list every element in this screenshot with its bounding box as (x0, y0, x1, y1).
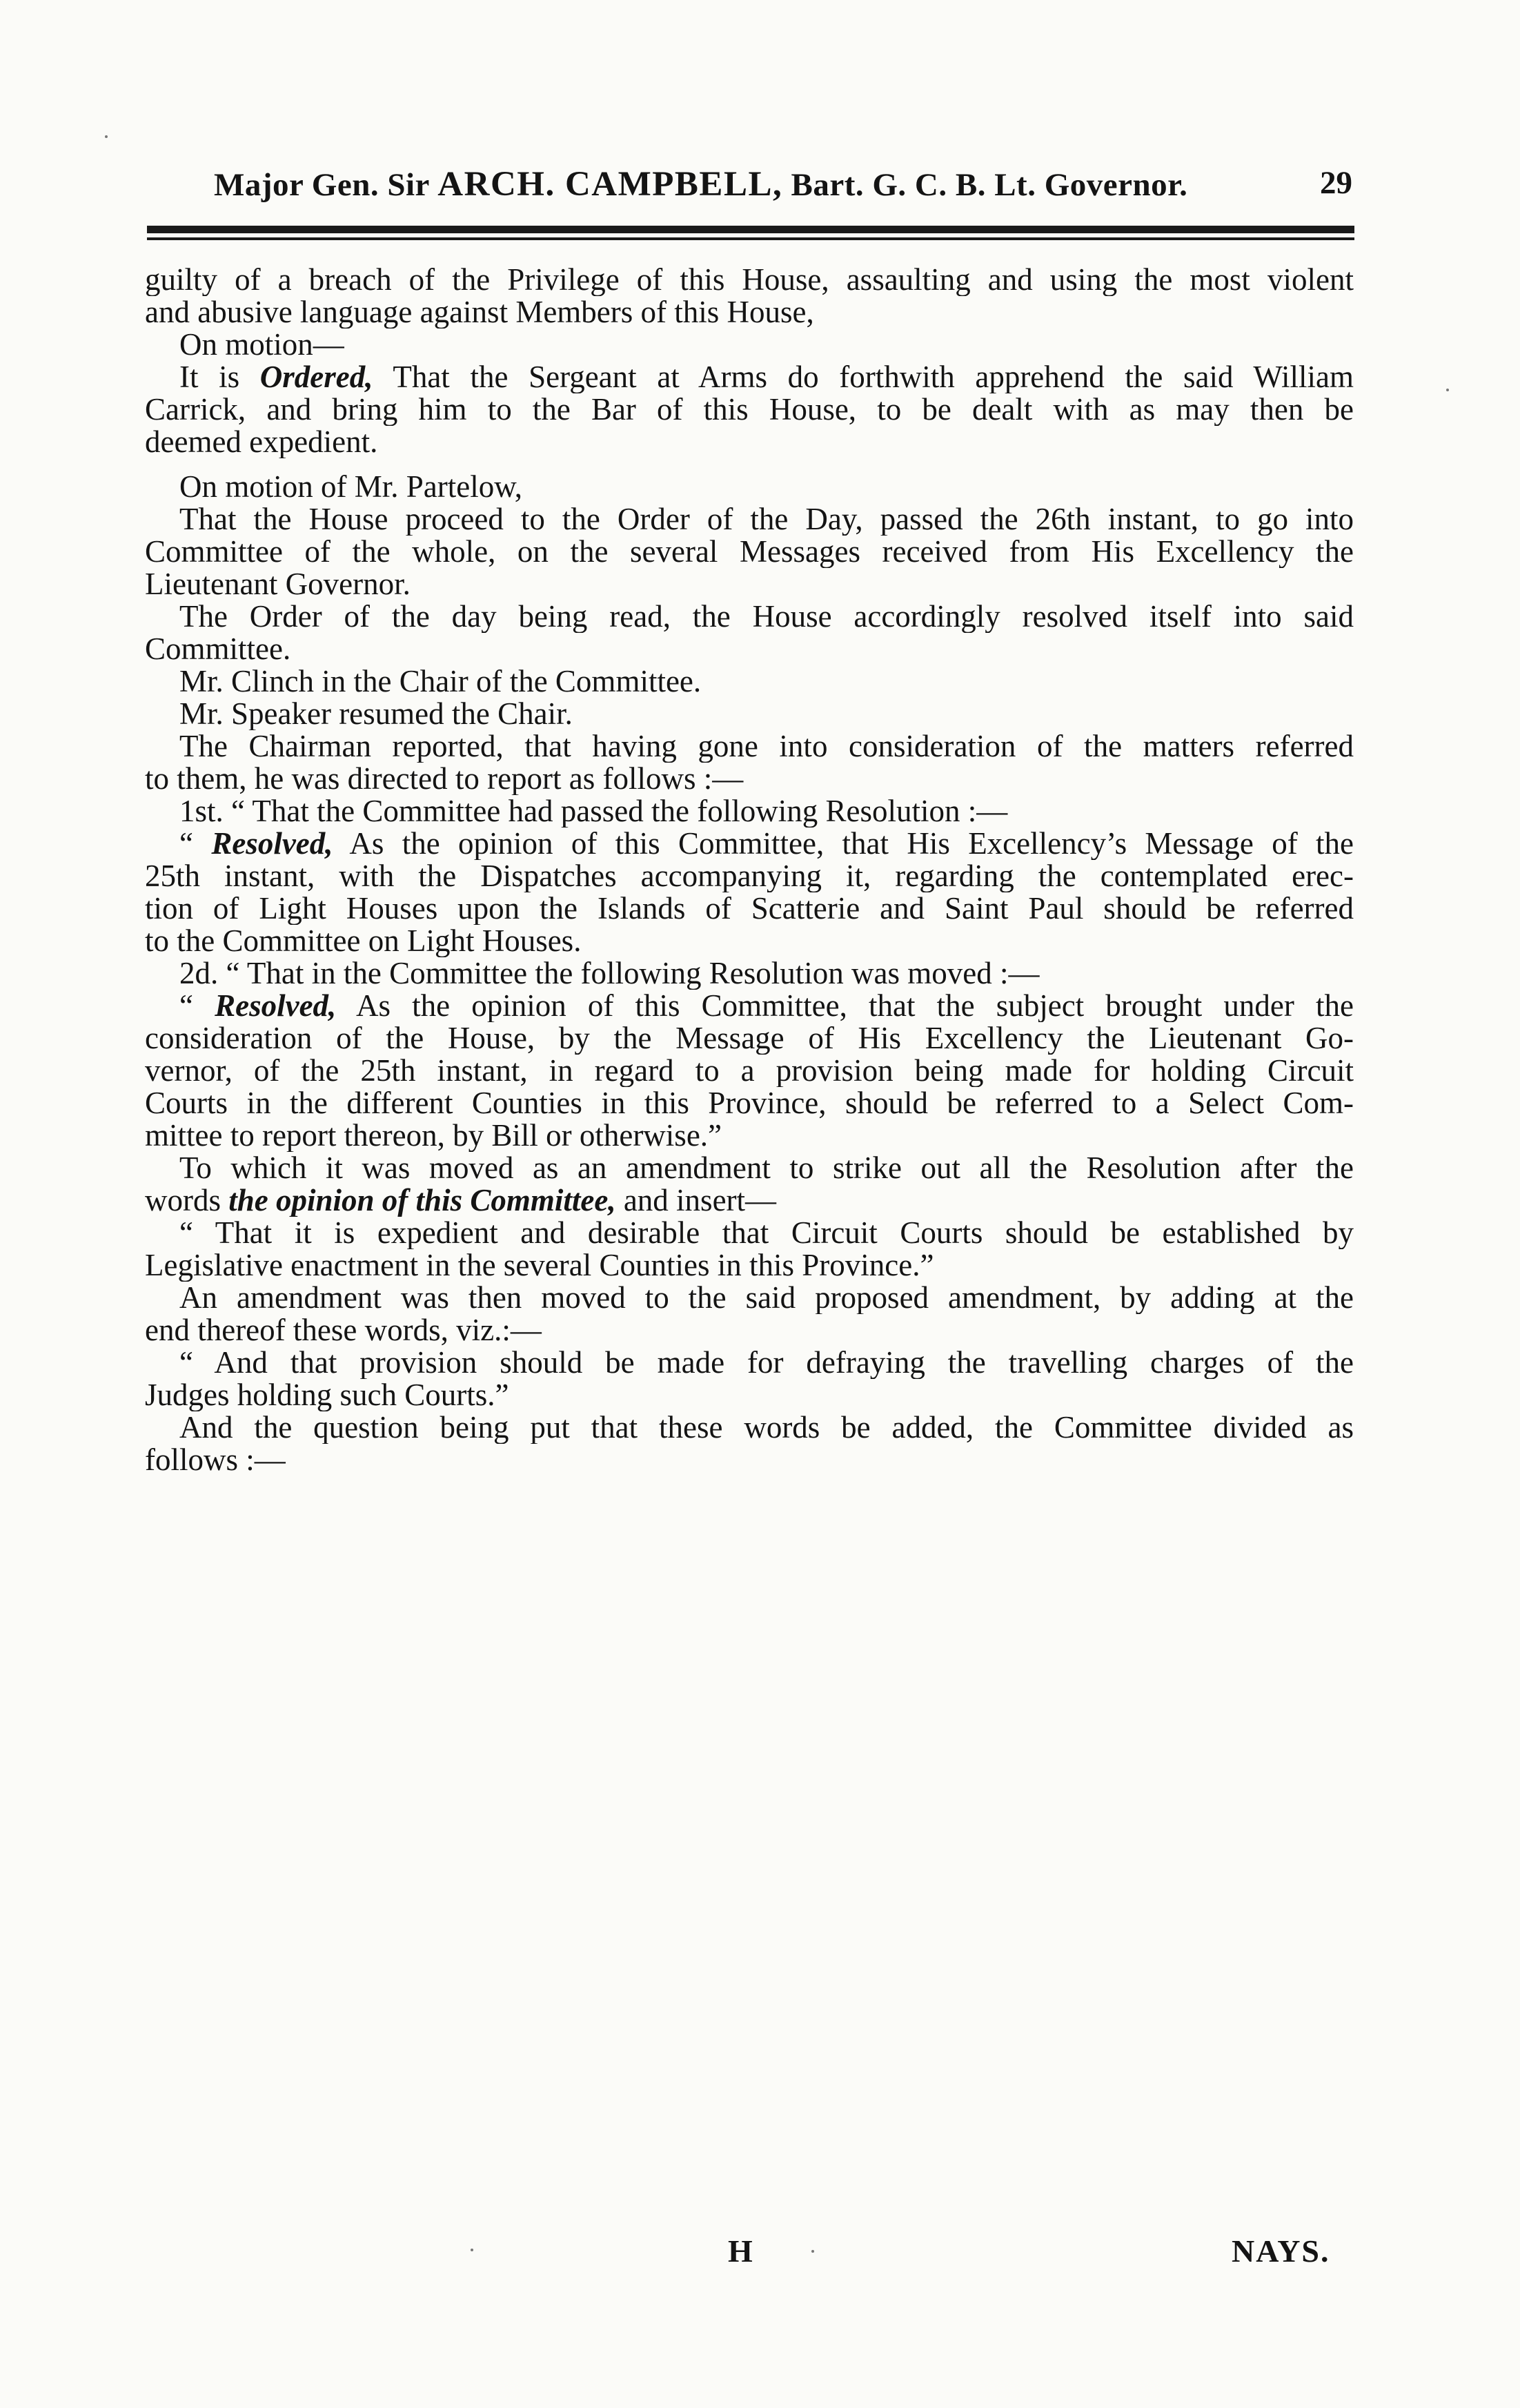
text-segment: vernor, of the 25th instant, in regard to a provision being made for holding Circuit (145, 1055, 1354, 1087)
text-segment: Committee of the whole, on the several Messages received from His Excellency the (145, 536, 1354, 568)
text-segment: 25th instant, with the Dispatches accompanying it, regarding the contemplated erec- (145, 860, 1354, 892)
running-header (214, 164, 1352, 213)
text-segment: To which it was moved as an amendment to strike out all the Resolution after the (179, 1152, 1354, 1184)
text-segment: On motion— (179, 329, 344, 361)
text-segment: Carrick, and bring him to the Bar of this House, to be dealt with as may then be (145, 393, 1354, 426)
text-line (145, 1379, 1354, 1411)
text-line (145, 925, 1354, 957)
text-line (145, 1249, 1354, 1282)
text-segment: The Chairman reported, that having gone into consideration of the matters referred (179, 730, 1354, 763)
paper-speck (811, 2250, 814, 2253)
text-segment: Judges holding such Courts.” (145, 1379, 509, 1411)
text-line (145, 1055, 1354, 1087)
text-segment: follows :— (145, 1444, 286, 1476)
text-segment: On motion of Mr. Partelow, (179, 471, 523, 503)
text-line (145, 536, 1354, 568)
text-segment: end thereof these words, viz.:— (145, 1314, 542, 1347)
text-segment: tion of Light Houses upon the Islands of Scatterie and Saint Paul should be referred (145, 892, 1354, 925)
text-line (145, 828, 1354, 860)
text-segment: Lieutenant Governor. (145, 568, 411, 600)
text-line (145, 393, 1354, 426)
text-segment: to them, he was directed to report as follows :— (145, 763, 744, 795)
header-title-suffix: Bart. G. C. B. Lt. Governor. (782, 167, 1188, 203)
text-segment: The Order of the day being read, the House accordingly resolved itself into said (179, 600, 1354, 633)
catchword: NAYS. (1232, 2233, 1330, 2269)
header-rule-thin (147, 237, 1354, 240)
emphasized-text: Resolved, (215, 990, 337, 1022)
paper-speck (1446, 389, 1449, 391)
text-line (145, 1411, 1354, 1444)
text-segment: deemed expedient. (145, 426, 378, 458)
text-line (145, 329, 1354, 361)
text-line (145, 1119, 1354, 1152)
text-segment: Mr. Clinch in the Chair of the Committee. (179, 665, 702, 698)
emphasized-text: Ordered, (259, 361, 373, 393)
text-segment: and abusive language against Members of this House, (145, 296, 814, 329)
text-segment: It is (179, 361, 260, 393)
text-segment: consideration of the House, by the Message of His Excellency the Lieutenant Go- (145, 1022, 1354, 1055)
text-segment: And the question being put that these words be added, the Committee divided as (179, 1411, 1354, 1444)
text-segment: to the Committee on Light Houses. (145, 925, 582, 957)
page-number: 29 (1320, 165, 1352, 201)
text-line (145, 1087, 1354, 1119)
text-segment: and insert— (615, 1184, 777, 1217)
text-line (145, 600, 1354, 633)
paper-speck (471, 2249, 473, 2251)
text-line (145, 1217, 1354, 1249)
text-segment: “ (179, 828, 212, 860)
text-line (145, 892, 1354, 925)
text-segment: Legislative enactment in the several Counties in this Province.” (145, 1249, 934, 1282)
emphasized-text: Resolved, (211, 828, 333, 860)
text-segment: Committee. (145, 633, 291, 665)
header-title-prefix: Major Gen. Sir (214, 167, 438, 203)
text-line (145, 795, 1354, 828)
text-segment: “ (179, 990, 215, 1022)
text-line (145, 957, 1354, 990)
header-title-name: ARCH. CAMPBELL, (437, 165, 783, 204)
text-segment: “ And that provision should be made for defraying the travelling charges of the (179, 1347, 1354, 1379)
page-footer (0, 2233, 1520, 2274)
text-line (145, 860, 1354, 892)
text-line (145, 665, 1354, 698)
text-segment: 2d. “ That in the Committee the following Resolution was moved :— (179, 957, 1040, 990)
text-line (145, 1347, 1354, 1379)
body-text (145, 264, 1354, 1476)
paper-speck (105, 135, 108, 138)
text-line (145, 1152, 1354, 1184)
text-line (145, 698, 1354, 730)
text-line (145, 1184, 1354, 1217)
text-line (145, 503, 1354, 536)
text-line (145, 361, 1354, 393)
text-line (145, 264, 1354, 296)
text-segment: Mr. Speaker resumed the Chair. (179, 698, 573, 730)
header-title (214, 164, 1187, 204)
text-segment: guilty of a breach of the Privilege of this House, assaulting and using the most violent (145, 264, 1354, 296)
text-line (145, 1282, 1354, 1314)
text-segment: As the opinion of this Committee, that His Excellency’s Message of the (333, 828, 1354, 860)
text-line (145, 730, 1354, 763)
text-segment: words (145, 1184, 229, 1217)
text-segment: That the Sergeant at Arms do forthwith apprehend the said William (373, 361, 1354, 393)
text-segment: Courts in the different Counties in this Province, should be referred to a Select Com- (145, 1087, 1354, 1119)
text-segment: “ That it is expedient and desirable that Circuit Courts should be established by (179, 1217, 1354, 1249)
text-line (145, 1314, 1354, 1347)
emphasized-text: the opinion of this Committee, (228, 1184, 616, 1217)
signature-mark: H (728, 2233, 753, 2269)
text-line (145, 990, 1354, 1022)
text-line (145, 1444, 1354, 1476)
text-segment: mittee to report thereon, by Bill or otherwise.” (145, 1119, 722, 1152)
text-segment: An amendment was then moved to the said proposed amendment, by adding at the (179, 1282, 1354, 1314)
header-rule-thick (147, 226, 1354, 233)
text-segment: 1st. “ That the Committee had passed the following Resolution :— (179, 795, 1008, 828)
text-line (145, 633, 1354, 665)
text-line (145, 471, 1354, 503)
text-line (145, 1022, 1354, 1055)
text-line (145, 763, 1354, 795)
text-segment: As the opinion of this Committee, that the subject brought under the (336, 990, 1354, 1022)
text-line (145, 296, 1354, 329)
text-line (145, 568, 1354, 600)
text-line (145, 426, 1354, 458)
text-segment: That the House proceed to the Order of the Day, passed the 26th instant, to go into (179, 503, 1354, 536)
